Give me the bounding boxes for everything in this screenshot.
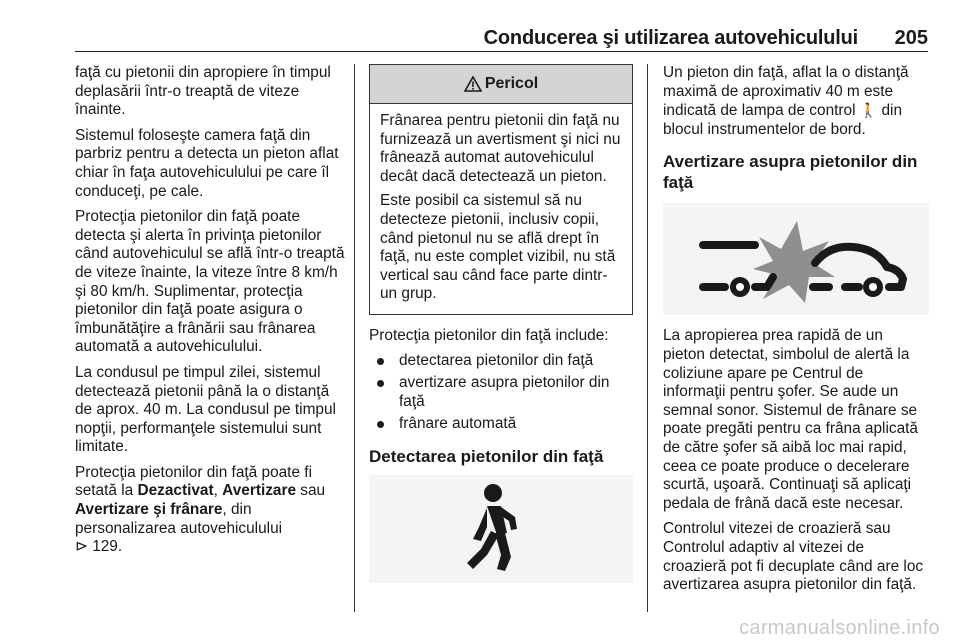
features-intro: Protecţia pietonilor din faţă include: (369, 326, 609, 344)
pedestrian-icon (369, 475, 633, 583)
warning-body (370, 104, 632, 314)
chapter-title: Conducerea şi utilizarea autovehiculului (483, 27, 858, 49)
warning-triangle-icon (464, 76, 482, 92)
paragraph-settings: Protecţia pietonilor din faţă poate fi setată la Dezactivat, Avertizare sau Avertizare şi frânare, din personalizarea autovehiculului ⊳ 129. (75, 463, 326, 556)
pedestrian-control-lamp-icon: 🚶 (859, 102, 878, 119)
warning-paragraph: Este posibil ca sistemul să nu detecteze pietonii, inclusiv copii, când pietonul nu se află drept în faţă, nu este complet vizibil, nu stă vertical sau când face parte dintr-un grup. (380, 192, 616, 303)
paragraph: Protecţia pietonilor din faţă poate detecta şi alerta în privinţa pietonilor când autovehiculul se află într-o treaptă de viteze înainte, la viteze între 8 km/h şi 80 km/h. Suplimentar, protecţia pietonilor din faţă poate asigura o îmbunătăţire a frânării sau frânarea automată a autovehiculului. (75, 208, 345, 356)
column-divider (354, 64, 355, 612)
section-heading: Avertizare asupra pietonilor din faţă (663, 152, 918, 193)
paragraph: Un pieton din faţă, aflat la o distanţă maximă de aproximativ 40 m este indicată de lampa de control 🚶 din blocul instrumentelor de bord. (663, 64, 909, 138)
pedestrian-illustration (369, 475, 633, 583)
paragraph: Sistemul foloseşte camera faţă din parbriz pentru a detecta un pieton aflat chiar în faţa autovehiculului pe care îl conduceţi, pe cale. (75, 126, 339, 200)
warning-header (370, 65, 632, 104)
warning-paragraph: Frânarea pentru pietonii din faţă nu furnizează un avertisment şi nici nu frânează automat autovehiculul decât dacă detectează un pieton. (380, 112, 621, 185)
bullet-icon (377, 380, 384, 387)
option-off: Dezactivat (137, 482, 214, 500)
page-header (75, 25, 928, 52)
section-heading: Detectarea pietonilor din faţă (369, 446, 604, 466)
page-number: 205 (894, 27, 928, 49)
option-alert: Avertizare (222, 482, 297, 500)
column-divider (647, 64, 648, 612)
column-left (75, 64, 347, 564)
paragraph: Controlul vitezei de croazieră sau Controlul adaptiv al vitezei de croazieră pot fi decuplate când are loc avertizarea asupra pietonilor din faţă. (663, 520, 924, 594)
watermark: carmanualsonline.info (739, 617, 940, 639)
reference-arrow-icon: ⊳ (75, 538, 88, 556)
column-right (663, 64, 929, 602)
warning-title: Pericol (484, 74, 539, 92)
bullet-icon (377, 358, 384, 365)
list-item: frânare automată (369, 415, 633, 434)
paragraph: La apropierea prea rapidă de un pieton detectat, simbolul de alertă la coliziune apare pe Centrul de informaţii pentru şofer. Se aude un semnal sonor. Sistemul de frânare se poate pregăti pentru ca frâna aplicată de către şofer să aibă loc mai rapid, ceea ce poate produce o decelerare scurtă, uşoară. Continuaţi să aplicaţi pedala de frână dacă este necesar. (663, 327, 918, 512)
option-alert-brake: Avertizare şi frânare (75, 501, 223, 519)
list-item: avertizare asupra pietonilor din faţă (369, 374, 633, 411)
collision-illustration (663, 203, 929, 315)
features-list (369, 352, 633, 434)
collision-alert-icon (663, 203, 929, 315)
paragraph: faţă cu pietonii din apropiere în timpul deplasării într-o treaptă de viteze înainte. (75, 64, 331, 119)
paragraph: La condusul pe timpul zilei, sistemul detectează pietonii până la o distanţă de aprox. 40 m. La condusul pe timpul nopţii, performanţele sistemului sunt limitate. (75, 363, 336, 456)
list-item: detectarea pietonilor din faţă (369, 352, 633, 371)
column-middle (369, 64, 633, 583)
page-reference-link[interactable]: ⊳ 129. (75, 538, 123, 556)
bullet-icon (377, 421, 384, 428)
warning-box (369, 64, 633, 315)
